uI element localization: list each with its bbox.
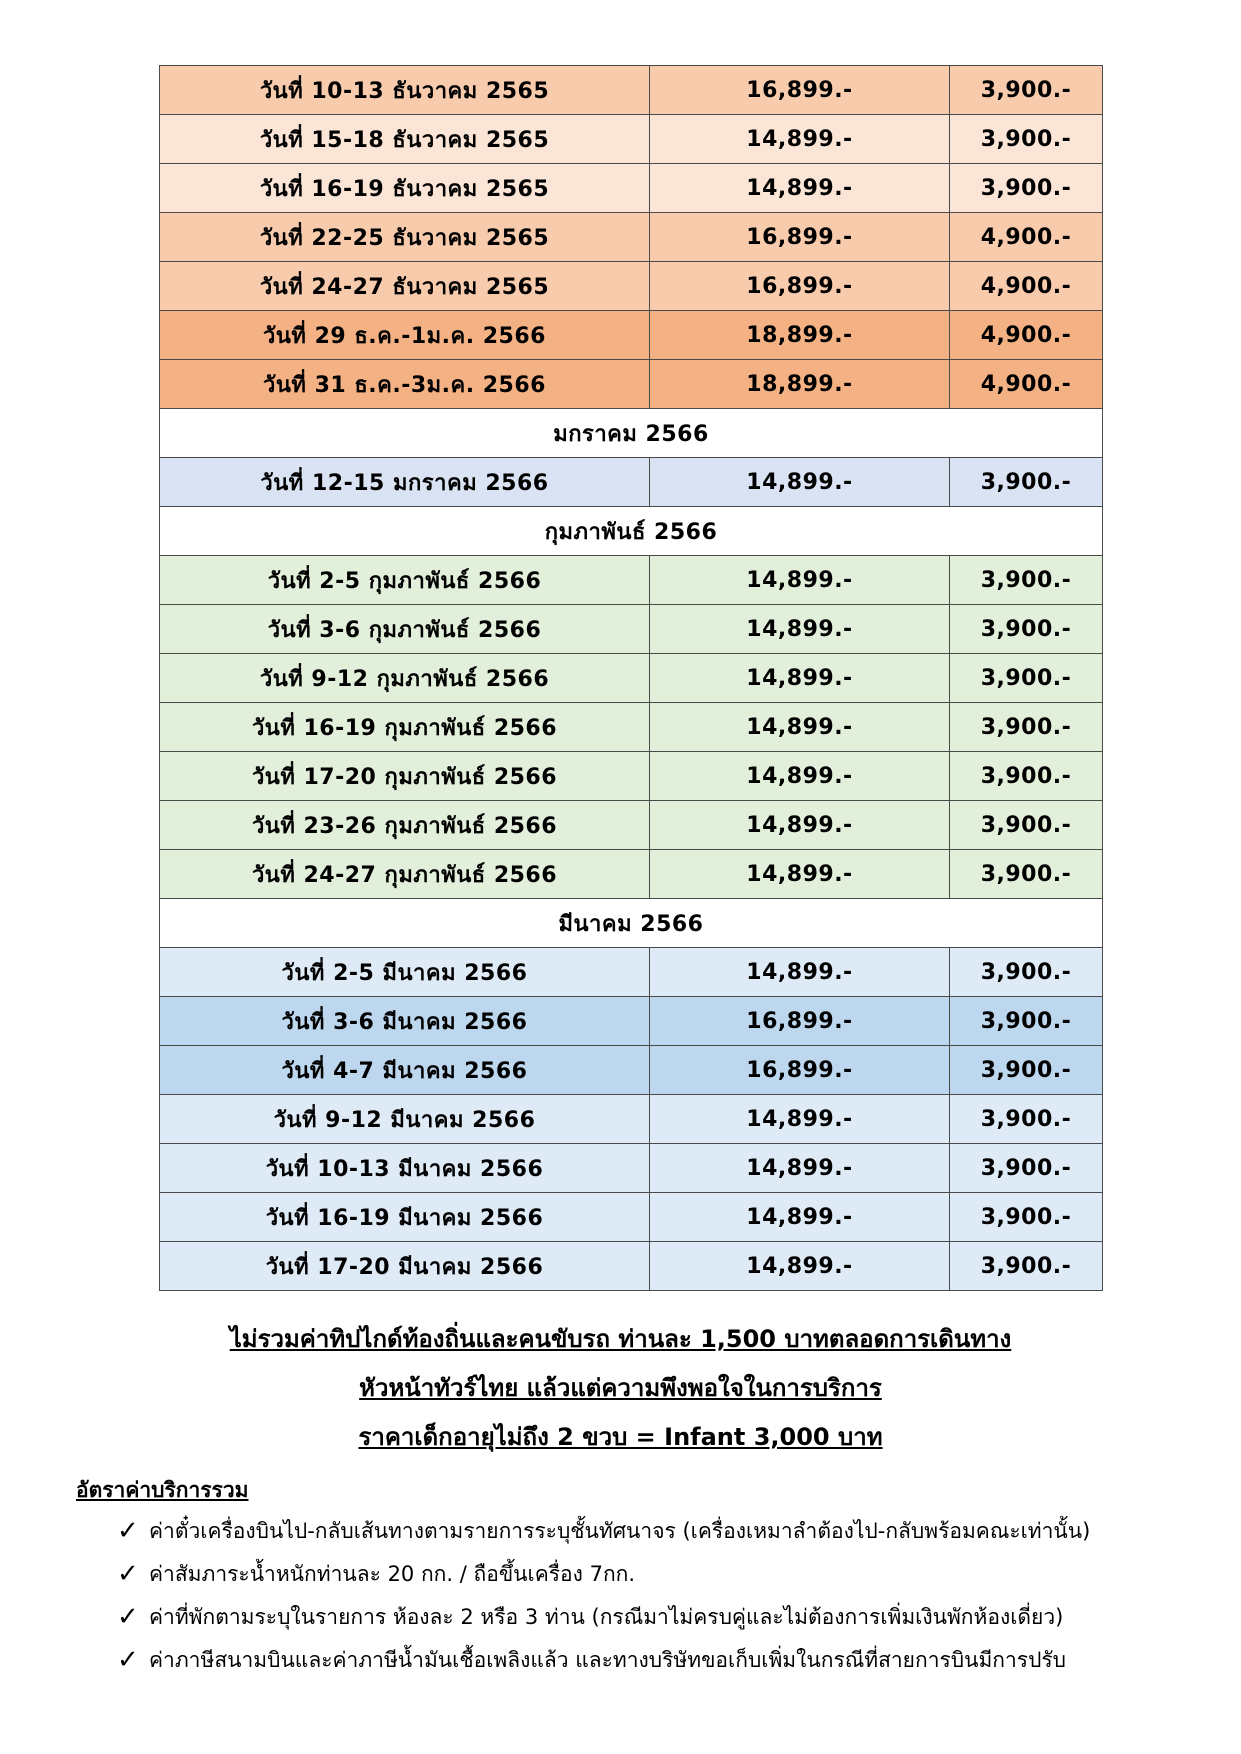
included-item: [117, 1553, 1227, 1596]
check-icon: ✓: [117, 1516, 139, 1546]
date-cell: วันที่ 2-5 มีนาคม 2566: [160, 948, 650, 997]
price-table: [159, 65, 1103, 1291]
price-cell: 14,899.-: [650, 1193, 950, 1242]
price-cell: 14,899.-: [650, 703, 950, 752]
check-icon: ✓: [117, 1559, 139, 1589]
date-cell: วันที่ 16-19 กุมภาพันธ์ 2566: [160, 703, 650, 752]
included-item-text: ค่าตั๋วเครื่องบินไป-กลับเส้นทางตามรายการระบุชั้นทัศนาจร (เครื่องเหมาลำต้องไป-กลับพร้อมคณะเท่านั้น): [149, 1519, 1091, 1543]
single-supplement-cell: 3,900.-: [950, 556, 1103, 605]
table-row: [160, 164, 1103, 213]
table-row: [160, 948, 1103, 997]
table-row: [160, 311, 1103, 360]
date-cell: วันที่ 12-15 มกราคม 2566: [160, 458, 650, 507]
table-row: [160, 1193, 1103, 1242]
single-supplement-cell: 4,900.-: [950, 360, 1103, 409]
table-row: [160, 1046, 1103, 1095]
single-supplement-cell: 3,900.-: [950, 1242, 1103, 1291]
included-item-text: ค่าที่พักตามระบุในรายการ ห้องละ 2 หรือ 3 ท่าน (กรณีมาไม่ครบคู่และไม่ต้องการเพิ่มเงินพักห้องเดี่ยว): [149, 1605, 1064, 1629]
note-line-2: [0, 1364, 1241, 1413]
price-cell: 14,899.-: [650, 556, 950, 605]
table-row: [160, 1095, 1103, 1144]
single-supplement-cell: 3,900.-: [950, 1095, 1103, 1144]
price-cell: 14,899.-: [650, 605, 950, 654]
note-infant-text: ราคาเด็กอายุไม่ถึง 2 ขวบ = Infant 3,000 บาท: [358, 1423, 883, 1451]
table-row: [160, 752, 1103, 801]
date-cell: วันที่ 2-5 กุมภาพันธ์ 2566: [160, 556, 650, 605]
price-cell: 14,899.-: [650, 458, 950, 507]
date-cell: วันที่ 29 ธ.ค.-1ม.ค. 2566: [160, 311, 650, 360]
date-cell: วันที่ 23-26 กุมภาพันธ์ 2566: [160, 801, 650, 850]
notes-block: [0, 1315, 1241, 1462]
table-row: [160, 66, 1103, 115]
table-row: [160, 262, 1103, 311]
single-supplement-cell: 3,900.-: [950, 458, 1103, 507]
note-guide-text: หัวหน้าทัวร์ไทย แล้วแต่ความพึงพอใจในการบริการ: [359, 1374, 882, 1402]
included-item: [117, 1510, 1227, 1553]
single-supplement-cell: 4,900.-: [950, 213, 1103, 262]
single-supplement-cell: 3,900.-: [950, 997, 1103, 1046]
price-cell: 14,899.-: [650, 115, 950, 164]
month-header-row: [160, 507, 1103, 556]
included-item-text: ค่าภาษีสนามบินและค่าภาษีน้ำมันเชื้อเพลิงแล้ว และทางบริษัทขอเก็บเพิ่มในกรณีที่สายการบินมีการปรับ: [149, 1648, 1067, 1672]
single-supplement-cell: 3,900.-: [950, 703, 1103, 752]
month-header: กุมภาพันธ์ 2566: [160, 507, 1103, 556]
date-cell: วันที่ 17-20 กุมภาพันธ์ 2566: [160, 752, 650, 801]
price-cell: 14,899.-: [650, 1242, 950, 1291]
date-cell: วันที่ 3-6 กุมภาพันธ์ 2566: [160, 605, 650, 654]
price-cell: 18,899.-: [650, 311, 950, 360]
date-cell: วันที่ 24-27 กุมภาพันธ์ 2566: [160, 850, 650, 899]
table-row: [160, 213, 1103, 262]
single-supplement-cell: 3,900.-: [950, 1144, 1103, 1193]
check-icon: ✓: [117, 1645, 139, 1675]
single-supplement-cell: 3,900.-: [950, 164, 1103, 213]
single-supplement-cell: 3,900.-: [950, 66, 1103, 115]
table-row: [160, 654, 1103, 703]
note-tip-text: ไม่รวมค่าทิปไกด์ท้องถิ่นและคนขับรถ ท่านละ 1,500 บาทตลอดการเดินทาง: [229, 1325, 1012, 1353]
single-supplement-cell: 3,900.-: [950, 850, 1103, 899]
check-icon: ✓: [117, 1602, 139, 1632]
date-cell: วันที่ 15-18 ธันวาคม 2565: [160, 115, 650, 164]
single-supplement-cell: 3,900.-: [950, 115, 1103, 164]
note-line-1: [0, 1315, 1241, 1364]
month-header: มีนาคม 2566: [160, 899, 1103, 948]
price-cell: 14,899.-: [650, 1144, 950, 1193]
date-cell: วันที่ 4-7 มีนาคม 2566: [160, 1046, 650, 1095]
price-cell: 14,899.-: [650, 1095, 950, 1144]
table-row: [160, 1242, 1103, 1291]
table-row: [160, 115, 1103, 164]
date-cell: วันที่ 16-19 มีนาคม 2566: [160, 1193, 650, 1242]
included-item: [117, 1596, 1227, 1639]
table-row: [160, 1144, 1103, 1193]
table-row: [160, 801, 1103, 850]
price-cell: 16,899.-: [650, 1046, 950, 1095]
table-row: [160, 703, 1103, 752]
table-row: [160, 360, 1103, 409]
price-cell: 14,899.-: [650, 654, 950, 703]
price-cell: 16,899.-: [650, 262, 950, 311]
price-cell: 16,899.-: [650, 997, 950, 1046]
date-cell: วันที่ 16-19 ธันวาคม 2565: [160, 164, 650, 213]
single-supplement-cell: 3,900.-: [950, 605, 1103, 654]
date-cell: วันที่ 24-27 ธันวาคม 2565: [160, 262, 650, 311]
date-cell: วันที่ 22-25 ธันวาคม 2565: [160, 213, 650, 262]
table-row: [160, 997, 1103, 1046]
table-row: [160, 605, 1103, 654]
date-cell: วันที่ 9-12 กุมภาพันธ์ 2566: [160, 654, 650, 703]
price-table-body: [160, 66, 1103, 1291]
date-cell: วันที่ 31 ธ.ค.-3ม.ค. 2566: [160, 360, 650, 409]
included-item: [117, 1639, 1227, 1682]
date-cell: วันที่ 17-20 มีนาคม 2566: [160, 1242, 650, 1291]
price-cell: 18,899.-: [650, 360, 950, 409]
single-supplement-cell: 3,900.-: [950, 1193, 1103, 1242]
date-cell: วันที่ 9-12 มีนาคม 2566: [160, 1095, 650, 1144]
table-row: [160, 850, 1103, 899]
table-row: [160, 458, 1103, 507]
single-supplement-cell: 3,900.-: [950, 801, 1103, 850]
single-supplement-cell: 3,900.-: [950, 948, 1103, 997]
month-header-row: [160, 409, 1103, 458]
single-supplement-cell: 4,900.-: [950, 311, 1103, 360]
date-cell: วันที่ 10-13 ธันวาคม 2565: [160, 66, 650, 115]
date-cell: วันที่ 10-13 มีนาคม 2566: [160, 1144, 650, 1193]
table-row: [160, 556, 1103, 605]
month-header-row: [160, 899, 1103, 948]
price-cell: 14,899.-: [650, 948, 950, 997]
price-cell: 14,899.-: [650, 164, 950, 213]
single-supplement-cell: 3,900.-: [950, 654, 1103, 703]
price-cell: 14,899.-: [650, 752, 950, 801]
included-item-text: ค่าสัมภาระน้ำหนักท่านละ 20 กก. / ถือขึ้นเครื่อง 7กก.: [149, 1562, 636, 1586]
single-supplement-cell: 4,900.-: [950, 262, 1103, 311]
price-cell: 14,899.-: [650, 850, 950, 899]
included-section-title: อัตราค่าบริการรวม: [76, 1478, 249, 1502]
price-cell: 16,899.-: [650, 213, 950, 262]
month-header: มกราคม 2566: [160, 409, 1103, 458]
price-cell: 16,899.-: [650, 66, 950, 115]
price-cell: 14,899.-: [650, 801, 950, 850]
note-line-3: [0, 1413, 1241, 1462]
single-supplement-cell: 3,900.-: [950, 752, 1103, 801]
single-supplement-cell: 3,900.-: [950, 1046, 1103, 1095]
included-list: [117, 1510, 1227, 1682]
date-cell: วันที่ 3-6 มีนาคม 2566: [160, 997, 650, 1046]
